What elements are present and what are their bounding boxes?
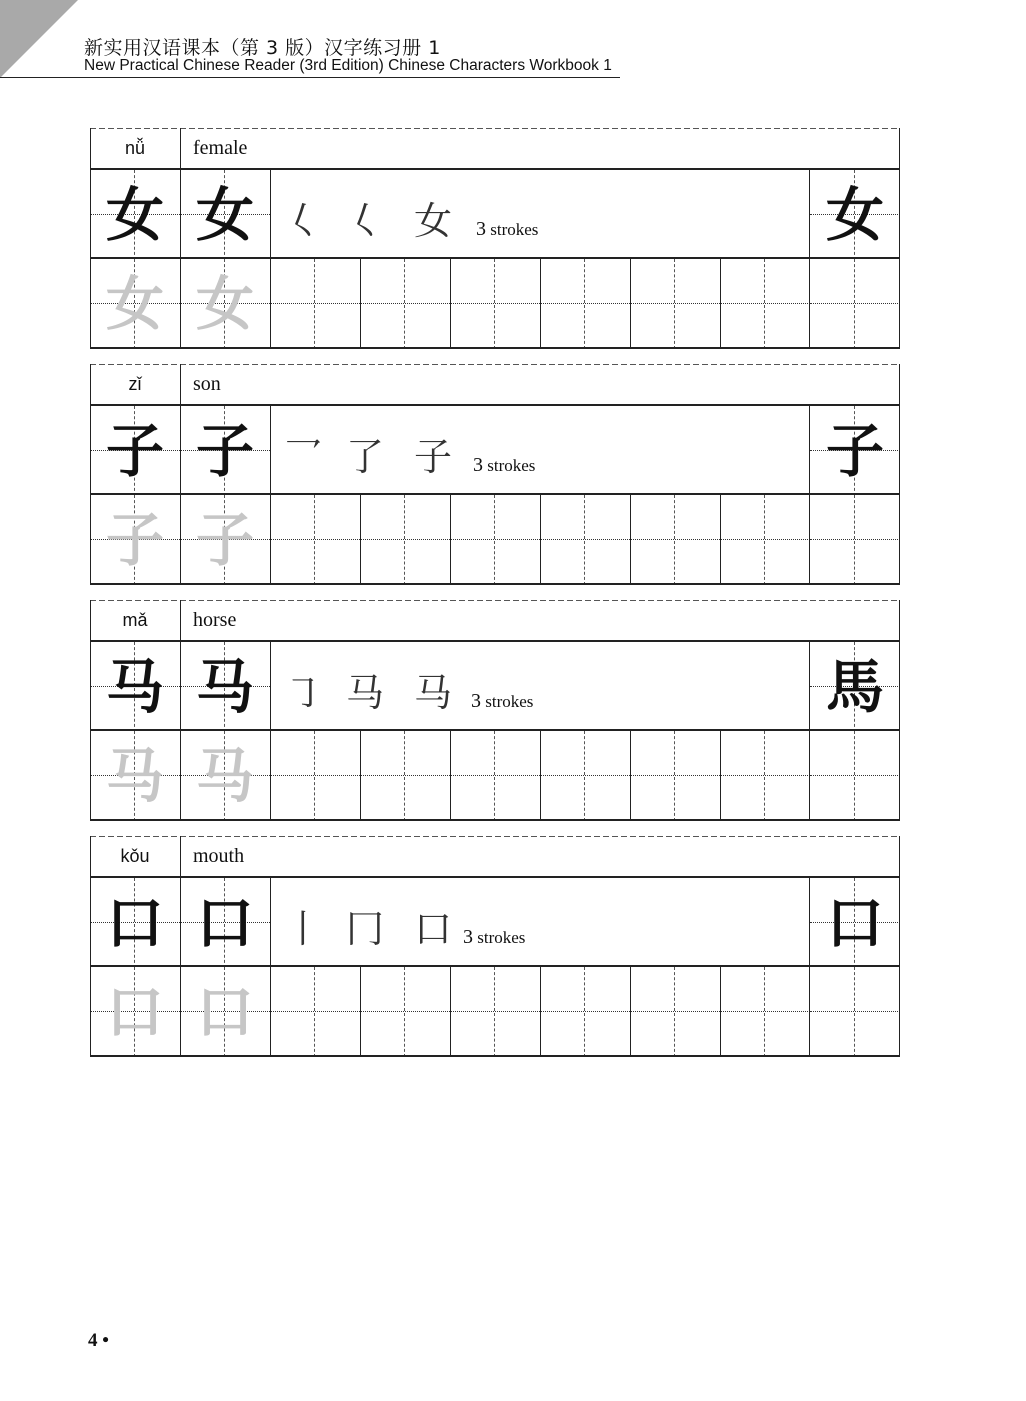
stroke-count-unit: strokes — [485, 692, 534, 711]
practice-cell[interactable] — [360, 967, 450, 1057]
trace-cell — [90, 495, 180, 585]
stroke-order — [270, 408, 810, 498]
rule — [90, 600, 91, 821]
grid-guide-horizontal — [450, 775, 540, 776]
model-character: 馬 — [825, 653, 884, 721]
practice-cell[interactable] — [450, 731, 540, 821]
grid-guide-horizontal — [720, 775, 810, 776]
grid-guide-vertical — [404, 259, 405, 349]
model-character: 口 — [105, 889, 164, 957]
rule — [90, 583, 900, 585]
rule — [180, 836, 181, 1057]
grid-guide-horizontal — [540, 1011, 630, 1012]
practice-cell[interactable] — [450, 259, 540, 349]
grid-guide-vertical — [854, 495, 855, 585]
stroke-step: 冂 — [346, 907, 385, 951]
model-character: 女 — [195, 181, 254, 249]
rule — [90, 965, 900, 967]
rule — [90, 257, 900, 259]
grid-guide-vertical — [764, 495, 765, 585]
rule — [360, 731, 361, 821]
rule — [90, 168, 900, 170]
grid-guide-horizontal — [810, 303, 900, 304]
grid-guide-vertical — [854, 967, 855, 1057]
grid-guide-vertical — [584, 731, 585, 821]
grid-guide-horizontal — [810, 775, 900, 776]
trace-cell — [90, 731, 180, 821]
trace-character: 口 — [105, 978, 164, 1046]
stroke-step: 丨 — [284, 907, 323, 951]
grid-guide-horizontal — [720, 1011, 810, 1012]
grid-guide-vertical — [854, 731, 855, 821]
rule — [450, 731, 451, 821]
rule — [270, 170, 271, 349]
rule — [899, 128, 900, 349]
stroke-count-number: 3 — [471, 690, 481, 712]
practice-cell[interactable] — [810, 731, 900, 821]
grid-guide-horizontal — [270, 303, 360, 304]
practice-cell[interactable] — [720, 259, 810, 349]
character-block — [90, 600, 900, 821]
traditional-cell — [810, 878, 900, 968]
grid-guide-horizontal — [810, 1011, 900, 1012]
trace-character: 子 — [105, 506, 164, 574]
grid-guide-horizontal — [540, 303, 630, 304]
rule — [270, 406, 271, 585]
rule — [720, 731, 721, 821]
stroke-step: 𡿨 — [346, 199, 385, 243]
rule — [90, 404, 900, 406]
rule — [630, 731, 631, 821]
grid-guide-vertical — [404, 967, 405, 1057]
model-character: 女 — [825, 181, 884, 249]
stroke-count-number: 3 — [463, 926, 473, 948]
rule — [720, 967, 721, 1057]
practice-cell[interactable] — [630, 967, 720, 1057]
model-cell — [180, 406, 270, 496]
grid-guide-vertical — [494, 495, 495, 585]
rule — [90, 364, 91, 585]
model-character: 子 — [825, 417, 884, 485]
corner-decoration — [0, 0, 78, 78]
stroke-step: 乛 — [284, 435, 323, 479]
character-block — [90, 128, 900, 349]
rule — [899, 364, 900, 585]
meaning: mouth — [193, 845, 245, 867]
stroke-count-unit: strokes — [487, 456, 536, 475]
rule — [450, 967, 451, 1057]
trace-character: 子 — [195, 506, 254, 574]
rule — [540, 967, 541, 1057]
rule — [90, 876, 900, 878]
stroke-count-number: 3 — [476, 218, 486, 240]
stroke-step: 马 — [346, 671, 385, 715]
practice-cell[interactable] — [360, 495, 450, 585]
trace-cell — [90, 967, 180, 1057]
rule — [630, 495, 631, 585]
stroke-order — [270, 644, 810, 734]
grid-guide-horizontal — [630, 1011, 720, 1012]
rule — [90, 640, 900, 642]
grid-guide-horizontal — [720, 303, 810, 304]
grid-guide-vertical — [584, 967, 585, 1057]
trace-cell — [180, 967, 270, 1057]
model-cell — [90, 406, 180, 496]
grid-guide-vertical — [314, 259, 315, 349]
model-character: 女 — [105, 181, 164, 249]
practice-cell[interactable] — [630, 259, 720, 349]
rule — [540, 495, 541, 585]
trace-cell — [180, 495, 270, 585]
model-cell — [180, 878, 270, 968]
model-cell — [180, 642, 270, 732]
stroke-order — [270, 880, 810, 970]
rule — [90, 1055, 900, 1057]
stroke-count — [463, 926, 525, 949]
header-rule — [0, 77, 620, 78]
rule — [90, 819, 900, 821]
rule — [809, 406, 810, 585]
practice-cell[interactable] — [450, 967, 540, 1057]
grid-guide-vertical — [314, 495, 315, 585]
grid-guide-vertical — [494, 967, 495, 1057]
rule — [90, 347, 900, 349]
grid-guide-horizontal — [810, 539, 900, 540]
stroke-count — [471, 690, 533, 713]
grid-guide-horizontal — [630, 775, 720, 776]
model-character: 马 — [195, 653, 254, 721]
practice-cell[interactable] — [540, 731, 630, 821]
rule — [809, 642, 810, 821]
rule — [450, 259, 451, 349]
grid-guide-vertical — [854, 259, 855, 349]
rule — [90, 836, 91, 1057]
model-cell — [90, 878, 180, 968]
stroke-count — [476, 218, 538, 241]
rule — [630, 967, 631, 1057]
pinyin: kǒu — [120, 846, 150, 866]
stroke-count-unit: strokes — [490, 220, 539, 239]
practice-cell[interactable] — [540, 967, 630, 1057]
rule — [899, 836, 900, 1057]
grid-guide-horizontal — [450, 539, 540, 540]
traditional-cell — [810, 406, 900, 496]
pinyin: zǐ — [128, 374, 142, 394]
stroke-step: ㇆ — [284, 671, 323, 715]
practice-cell[interactable] — [270, 731, 360, 821]
grid-guide-vertical — [494, 731, 495, 821]
block-top-band — [90, 836, 900, 837]
grid-guide-vertical — [404, 731, 405, 821]
stroke-step: 子 — [414, 435, 453, 479]
rule — [270, 642, 271, 821]
grid-guide-horizontal — [540, 539, 630, 540]
stroke-step: 马 — [414, 671, 453, 715]
rule — [630, 259, 631, 349]
rule — [540, 259, 541, 349]
stroke-count-unit: strokes — [477, 928, 526, 947]
grid-guide-horizontal — [360, 303, 450, 304]
stroke-count — [473, 454, 535, 477]
practice-cell[interactable] — [360, 731, 450, 821]
grid-guide-horizontal — [630, 303, 720, 304]
rule — [360, 495, 361, 585]
model-character: 子 — [195, 417, 254, 485]
model-character: 马 — [105, 653, 164, 721]
trace-character: 马 — [195, 742, 254, 810]
model-cell — [90, 642, 180, 732]
grid-guide-horizontal — [360, 539, 450, 540]
trace-character: 口 — [195, 978, 254, 1046]
practice-cell[interactable] — [810, 259, 900, 349]
grid-guide-vertical — [584, 259, 585, 349]
grid-guide-vertical — [314, 731, 315, 821]
model-character: 子 — [105, 417, 164, 485]
grid-guide-horizontal — [270, 539, 360, 540]
pinyin: nǚ — [124, 138, 146, 158]
page-number: 4 • — [88, 1330, 109, 1351]
rule — [180, 128, 181, 349]
meaning: son — [193, 373, 221, 395]
grid-guide-vertical — [674, 495, 675, 585]
rule — [540, 731, 541, 821]
trace-character: 马 — [105, 742, 164, 810]
practice-cell[interactable] — [810, 967, 900, 1057]
workbook-title-cn: 新实用汉语课本（第 3 版）汉字练习册 1 — [84, 37, 441, 59]
practice-cell[interactable] — [270, 967, 360, 1057]
practice-cell[interactable] — [630, 495, 720, 585]
stroke-step: 女 — [414, 199, 453, 243]
grid-guide-vertical — [674, 731, 675, 821]
rule — [450, 495, 451, 585]
rule — [809, 878, 810, 1057]
rule — [90, 729, 900, 731]
trace-character: 女 — [195, 270, 254, 338]
grid-guide-horizontal — [450, 1011, 540, 1012]
workbook-title-en: New Practical Chinese Reader (3rd Edition) Chinese Characters Workbook 1 — [84, 57, 612, 74]
block-top-band — [90, 128, 900, 129]
grid-guide-vertical — [404, 495, 405, 585]
rule — [899, 600, 900, 821]
grid-guide-vertical — [584, 495, 585, 585]
grid-guide-vertical — [674, 967, 675, 1057]
grid-guide-vertical — [494, 259, 495, 349]
grid-guide-horizontal — [630, 539, 720, 540]
practice-cell[interactable] — [630, 731, 720, 821]
trace-character: 女 — [105, 270, 164, 338]
rule — [720, 495, 721, 585]
practice-cell[interactable] — [720, 731, 810, 821]
rule — [180, 600, 181, 821]
stroke-step: 了 — [346, 435, 385, 479]
character-block — [90, 836, 900, 1057]
stroke-step: 口 — [414, 907, 453, 951]
trace-cell — [180, 731, 270, 821]
stroke-count-number: 3 — [473, 454, 483, 476]
grid-guide-vertical — [764, 967, 765, 1057]
block-top-band — [90, 600, 900, 601]
rule — [180, 364, 181, 585]
grid-guide-horizontal — [270, 1011, 360, 1012]
trace-cell — [90, 259, 180, 349]
rule — [90, 128, 91, 349]
meaning: female — [193, 137, 248, 159]
practice-cell[interactable] — [720, 967, 810, 1057]
grid-guide-vertical — [674, 259, 675, 349]
traditional-cell — [810, 170, 900, 260]
model-character: 口 — [825, 889, 884, 957]
practice-cell[interactable] — [360, 259, 450, 349]
trace-cell — [180, 259, 270, 349]
grid-guide-horizontal — [360, 775, 450, 776]
rule — [360, 259, 361, 349]
practice-cell[interactable] — [810, 495, 900, 585]
stroke-order — [270, 172, 810, 262]
rule — [720, 259, 721, 349]
traditional-cell — [810, 642, 900, 732]
rule — [809, 170, 810, 349]
model-cell — [180, 170, 270, 260]
grid-guide-vertical — [314, 967, 315, 1057]
grid-guide-horizontal — [270, 775, 360, 776]
model-character: 口 — [195, 889, 254, 957]
practice-cell[interactable] — [540, 259, 630, 349]
practice-cell[interactable] — [540, 495, 630, 585]
practice-cell[interactable] — [270, 495, 360, 585]
stroke-step: 𡿨 — [284, 199, 323, 243]
grid-guide-vertical — [764, 259, 765, 349]
block-top-band — [90, 364, 900, 365]
grid-guide-horizontal — [720, 539, 810, 540]
practice-cell[interactable] — [450, 495, 540, 585]
practice-cell[interactable] — [720, 495, 810, 585]
grid-guide-horizontal — [540, 775, 630, 776]
practice-cell[interactable] — [270, 259, 360, 349]
character-block — [90, 364, 900, 585]
rule — [270, 878, 271, 1057]
pinyin: mǎ — [122, 610, 148, 630]
rule — [360, 967, 361, 1057]
grid-guide-vertical — [764, 731, 765, 821]
rule — [90, 493, 900, 495]
meaning: horse — [193, 609, 237, 631]
grid-guide-horizontal — [450, 303, 540, 304]
grid-guide-horizontal — [360, 1011, 450, 1012]
model-cell — [90, 170, 180, 260]
